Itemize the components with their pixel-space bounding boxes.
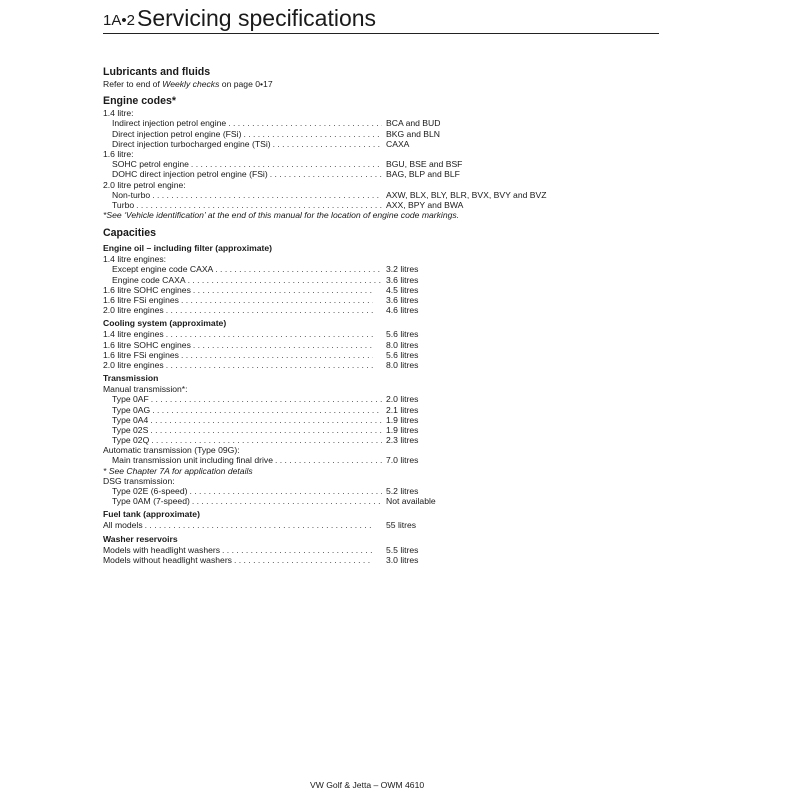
spec-label: DOHC direct injection petrol engine (FSi) [112,169,268,180]
spec-value: 2.0 litres [386,394,419,405]
spec-value: AXX, BPY and BWA [386,199,464,210]
spec-label-with-leader [103,129,382,139]
dot-leader [164,360,373,370]
spec-label: Models with headlight washers [103,544,221,555]
spec-label: 1.6 litre SOHC engines [103,339,191,350]
spec-row [103,555,563,565]
spec-value: 5.6 litres [386,349,419,360]
text-line: 1.6 litre: [103,148,134,159]
spec-row [103,435,563,445]
spec-row [103,520,563,530]
spec-label-with-leader [103,200,382,210]
footnote: * See Chapter 7A for application details [103,465,253,476]
spec-label: 1.6 litre SOHC engines [103,284,191,295]
spec-label-with-leader [103,295,373,305]
spec-label-with-leader [103,190,382,200]
subsection-heading: Transmission [103,373,159,384]
dot-leader [241,129,382,139]
spec-label-with-leader [103,340,373,350]
specifications-content [103,66,563,565]
spec-label-with-leader [103,455,382,465]
spec-label-with-leader [103,415,382,425]
spec-label: 1.6 litre FSi engines [103,295,179,305]
spec-value: BKG and BLN [386,128,440,139]
spec-label: SOHC petrol engine [112,159,189,170]
text-line: Automatic transmission (Type 09G): [103,445,240,456]
dot-leader [213,264,382,274]
spec-value: BCA and BUD [386,118,441,129]
spec-label: Type 02Q [112,435,150,446]
spec-label: Main transmission unit including final drive [112,455,273,466]
spec-label: 1.4 litre engines [103,329,164,340]
dot-leader [143,520,373,530]
spec-value: 1.9 litres [386,414,419,425]
spec-row [103,285,563,295]
spec-label-with-leader [103,545,373,555]
spec-value: 3.6 litres [386,295,419,305]
spec-label-with-leader [103,139,382,149]
spec-label-with-leader [103,264,382,274]
dot-leader [268,169,382,179]
spec-label: 1.6 litre FSi engines [103,349,179,360]
spec-label: Type 0AM (7-speed) [112,496,190,507]
spec-label-with-leader [103,118,382,128]
spec-row [103,360,563,370]
dot-leader [273,455,382,465]
spec-row [103,275,563,285]
spec-row [103,118,563,128]
spec-label: Non-turbo [112,189,151,200]
spec-label: Direct injection turbocharged engine (TSi) [112,138,271,149]
spec-row [103,159,563,169]
spec-label-with-leader [103,275,382,285]
spec-label: Models without headlight washers [103,554,232,565]
text-line [103,79,563,89]
dot-leader [191,340,373,350]
dot-leader [220,545,373,555]
spec-label-with-leader [103,159,382,169]
spec-label: Type 0A4 [112,414,149,425]
spec-row [103,496,563,506]
spec-label: Type 02E (6-speed) [112,486,188,496]
spec-row [103,329,563,339]
spec-row [103,200,563,210]
dot-leader [190,496,382,506]
dot-leader [150,405,382,415]
spec-label: Type 0AF [112,394,149,405]
spec-label: Type 02S [112,424,149,435]
subsection-heading: Engine oil – including filter (approximate) [103,243,273,254]
text-line: DSG transmission: [103,475,175,486]
spec-label-with-leader [103,360,373,370]
spec-row [103,486,563,496]
subsection-heading: Washer reservoirs [103,533,178,544]
spec-label-with-leader [103,425,382,435]
spec-label: Except engine code CAXA [112,264,214,275]
spec-row [103,129,563,139]
spec-label: 2.0 litre engines [103,305,164,316]
spec-row [103,394,563,404]
spec-label-with-leader [103,405,382,415]
spec-label-with-leader [103,305,373,315]
dot-leader [149,394,382,404]
dot-leader [191,285,373,295]
text-line: 2.0 litre petrol engine: [103,179,186,190]
spec-label-with-leader [103,496,382,506]
spec-value: 3.0 litres [386,554,419,565]
spec-value: 3.2 litres [386,264,419,275]
spec-value: AXW, BLX, BLY, BLR, BVX, BVY and BVZ [386,189,547,200]
section-heading: Engine codes* [103,95,176,108]
spec-value: 7.0 litres [386,455,419,466]
text-part: on page 0•17 [219,79,273,89]
spec-value: 8.0 litres [386,339,419,350]
dot-leader [149,435,382,445]
spec-row [103,295,563,305]
spec-row [103,190,563,200]
dot-leader [134,200,382,210]
spec-label: Direct injection petrol engine (FSi) [112,128,242,139]
dot-leader [164,329,373,339]
spec-row [103,264,563,274]
spec-label: Indirect injection petrol engine [112,118,227,129]
subsection-heading: Cooling system (approximate) [103,318,227,329]
spec-label-with-leader [103,285,373,295]
spec-value: 2.3 litres [386,435,419,446]
spec-row [103,169,563,179]
spec-label-with-leader [103,329,373,339]
dot-leader [150,190,382,200]
page-header [103,4,659,34]
dot-leader [271,139,382,149]
page-footer: VW Golf & Jetta – OWM 4610 [310,780,425,790]
dot-leader [164,305,373,315]
spec-row [103,305,563,315]
spec-row [103,455,563,465]
text-line: 1.4 litre: [103,108,134,119]
text-line: Manual transmission*: [103,384,188,395]
spec-label-with-leader [103,435,382,445]
spec-label-with-leader [103,169,382,179]
spec-value: 4.6 litres [386,305,419,316]
spec-value: 55 litres [386,520,417,531]
spec-value: 3.6 litres [386,274,419,285]
footnote: *See ‘Vehicle identification’ at the end of this manual for the location of engine code markings. [103,210,460,221]
spec-value: 5.5 litres [386,544,419,555]
spec-value: 5.6 litres [386,329,419,340]
spec-row [103,545,563,555]
dot-leader [179,350,373,360]
spec-row [103,415,563,425]
spec-value: CAXA [386,138,410,149]
spec-row [103,340,563,350]
spec-value: 2.1 litres [386,404,419,415]
dot-leader [187,486,382,496]
spec-label-with-leader [103,520,373,530]
spec-row [103,139,563,149]
spec-value: 1.9 litres [386,424,419,435]
dot-leader [148,415,382,425]
text-part: Refer to end of [103,79,163,89]
section-heading: Capacities [103,227,156,240]
spec-row [103,350,563,360]
spec-label-with-leader [103,555,373,565]
spec-label-with-leader [103,486,382,496]
dot-leader [186,275,382,285]
spec-label: 2.0 litre engines [103,359,164,370]
spec-label-with-leader [103,350,373,360]
page-title: Servicing specifications [137,5,377,31]
subsection-heading: Fuel tank (approximate) [103,509,200,520]
spec-value: 4.5 litres [386,284,419,295]
text-line: 1.4 litre engines: [103,254,167,265]
dot-leader [148,425,382,435]
spec-value: Not available [386,496,436,507]
spec-value: BGU, BSE and BSF [386,159,463,170]
dot-leader [226,118,382,128]
dot-leader [189,159,382,169]
section-heading: Lubricants and fluids [103,66,211,78]
spec-value: 5.2 litres [386,486,419,496]
spec-label: All models [103,520,143,531]
spec-row [103,405,563,415]
spec-value: 8.0 litres [386,359,419,370]
dot-leader [179,295,373,305]
spec-label: Engine code CAXA [112,274,186,285]
spec-row [103,425,563,435]
page-number: 1A•2 [103,12,135,29]
dot-leader [232,555,373,565]
spec-label: Turbo [112,199,135,210]
spec-value: BAG, BLP and BLF [386,169,460,180]
spec-label-with-leader [103,394,382,404]
weekly-checks-reference: Weekly checks [162,79,220,89]
spec-label: Type 0AG [112,404,151,415]
